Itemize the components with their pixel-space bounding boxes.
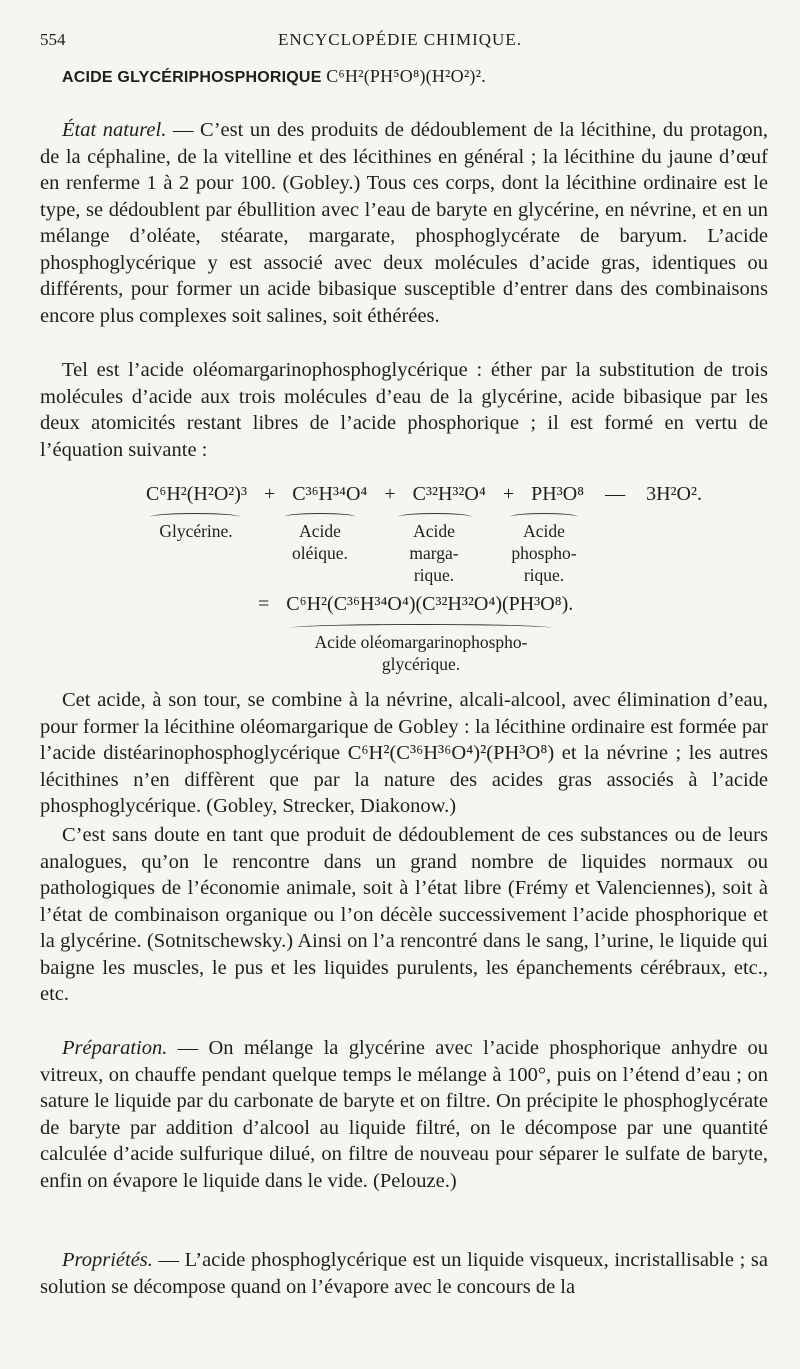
proprietes-paragraph: [40, 1247, 768, 1300]
etat-naturel-text: — C’est un des produits de dédoublement de la lécithine, du protagon, de la céphaline, de la vitelline et des lécithines en général ; la lécithine du jaune d’œuf en renferme 1 à 2 pour 100. (Gobley.) Tous ces corps, dont la lécithine ordinaire est le type, se dédoublent par ébullition avec l’eau de baryte en glycérine, en névrine, et en un mélange d’oléate, stéarate, margarate, phosphoglycérate de baryum. L’acide phosphoglycérique y est associé avec deux molécules d’acide gras, identiques ou différents, pour former un acide bibasique susceptible d’entrer dans des combinaisons encore plus complexes soit salines, soit éthérées.: [40, 119, 769, 327]
cest-sans-doute-paragraph: [40, 822, 768, 1008]
term-margaric-acid: C³²H³²O⁴: [412, 483, 486, 505]
compound-formula: C⁶H²(PH⁵O⁸)(H²O²)².: [326, 66, 486, 86]
term-phosphoric-acid: PH³O⁸: [531, 483, 585, 505]
preparation-paragraph: [40, 1035, 768, 1194]
compound-name: ACIDE GLYCÉRIPHOSPHORIQUE: [62, 69, 322, 86]
minus-sign: —: [605, 483, 626, 505]
running-title: ENCYCLOPÉDIE CHIMIQUE.: [278, 30, 522, 49]
term-oleic-acid: C³⁶H³⁴O⁴: [292, 483, 368, 505]
term-glycerine: C⁶H²(H²O²)³: [146, 483, 247, 505]
brace-oleic: [284, 513, 356, 518]
brace-phosphoric: [510, 513, 578, 518]
tel-est-paragraph: [40, 357, 768, 463]
term-water: 3H²O².: [646, 483, 702, 505]
label-oleic-acid: Acide oléique.: [292, 521, 348, 563]
plus-sign: +: [502, 483, 515, 505]
label-margaric-acid: Acide marga- rique.: [409, 521, 459, 585]
plus-sign: +: [263, 483, 276, 505]
proprietes-heading: Propriétés.: [62, 1249, 153, 1271]
etat-naturel-heading: État naturel.: [62, 119, 167, 141]
equation-reactants: [146, 483, 702, 506]
term-product: C⁶H²(C³⁶H³⁴O⁴)(C³²H³²O⁴)(PH³O⁸).: [286, 593, 574, 615]
preparation-heading: Préparation.: [62, 1037, 168, 1059]
label-product: Acide oléomargarinophospho- glycérique.: [314, 632, 528, 674]
cet-acide-paragraph: [40, 687, 768, 820]
brace-margaric: [398, 513, 472, 518]
tel-est-text: Tel est l’acide oléomargarinophosphoglycérique : éther par la substitution de trois molécules d’acide aux trois molécules d’eau de la glycérine, acide bibasique par les deux atomicités restant libres de l’acide phosphorique ; il est formé en vertu de l’équation suivante :: [40, 359, 768, 461]
running-header: [40, 30, 760, 54]
page-number: 554: [40, 30, 66, 49]
proprietes-text: — L’acide phosphoglycérique est un liquide visqueux, incristallisable ; sa solution se décompose quand on l’évapore avec le concours de la: [40, 1249, 768, 1298]
equals-sign: =: [258, 593, 270, 615]
equation-product: [258, 593, 573, 616]
cet-acide-text: Cet acide, à son tour, se combine à la névrine, alcali-alcool, avec élimination d’eau, pour former la lécithine oléomargarique de Gobley : la lécithine ordinaire est formée par l’acide distéarinophosphoglycérique C⁶H²(C³⁶H³⁶O⁴)²(PH³O⁸) et la névrine ; les autres lécithines n’en diffèrent que par la nature des acides gras associés à l’acide phosphoglycérique. (Gobley, Strecker, Diakonow.): [40, 689, 768, 817]
plus-sign: +: [384, 483, 396, 505]
label-glycerine: Glycérine.: [159, 521, 233, 541]
section-title: [62, 66, 486, 87]
cest-sans-doute-text: C’est sans doute en tant que produit de dédoublement de ces substances ou de leurs analogues, qu’on le rencontre dans un grand nombre de liquides normaux ou pathologiques de l’économie animale, soit à l’état libre (Frémy et Valenciennes), soit à l’état de combinaison organique ou l’on décèle successivement l’acide phosphorique et la glycérine. (Sotnitschewsky.) Ainsi on l’a rencontré dans le sang, l’urine, le liquide qui baigne les muscles, le pus et les liquides purulents, les épanchements cérébraux, etc., etc.: [40, 824, 768, 1005]
label-phosphoric-acid: Acide phospho- rique.: [511, 521, 577, 585]
brace-product: [290, 624, 552, 629]
preparation-text: — On mélange la glycérine avec l’acide phosphorique anhydre ou vitreux, on chauffe pendant quelque temps le mélange à 100°, puis on l’étend d’eau ; on sature le liquide par du carbonate de baryte et on filtre. On précipite le phosphoglycérate de baryte par addition d’alcool au liquide filtré, on le décompose par une quantité calculée d’acide sulfurique dilué, on filtre de nouveau pour séparer le sulfate de baryte, enfin on évapore le liquide dans le vide. (Pelouze.): [40, 1037, 768, 1192]
etat-naturel-paragraph: [40, 117, 768, 329]
brace-glycerine: [150, 513, 240, 518]
